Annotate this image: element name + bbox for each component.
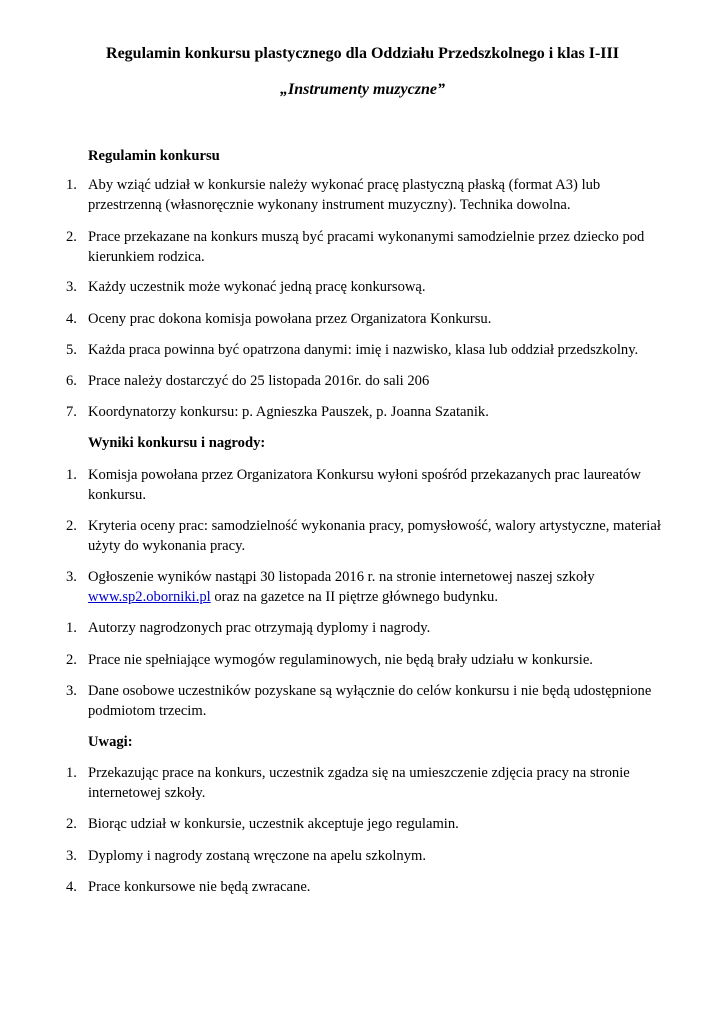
list-item-number: 5. <box>66 342 77 358</box>
school-website-link[interactable]: www.sp2.oborniki.pl <box>88 589 211 605</box>
list-item-text: Oceny prac dokona komisja powołana przez Organizatora Konkursu. <box>88 311 492 327</box>
list-item-number: 2. <box>66 652 77 668</box>
list-item-number: 1. <box>66 620 77 636</box>
list-item-number: 4. <box>66 311 77 327</box>
list-item-text: Komisja powołana przez Organizatora Konkursu wyłoni spośród przekazanych prac laureatów konkursu. <box>88 467 641 503</box>
list-item-text: Autorzy nagrodzonych prac otrzymają dyplomy i nagrody. <box>88 620 431 636</box>
list-item-text: Prace nie spełniające wymogów regulaminowych, nie będą brały udziału w konkursie. <box>88 652 593 668</box>
list-item-text: Prace należy dostarczyć do 25 listopada 2016r. do sali 206 <box>88 373 430 389</box>
list-item-number: 2. <box>66 816 77 832</box>
list-item-text: Kryteria oceny prac: samodzielność wykonania pracy, pomysłowość, walory artystyczne, materiał użyty do wykonania pracy. <box>88 518 661 554</box>
list-item-text: Dyplomy i nagrody zostaną wręczone na apelu szkolnym. <box>88 848 426 864</box>
list-item-text: Aby wziąć udział w konkursie należy wykonać pracę plastyczną płaską (format A3) lub przestrzenną (własnoręcznie wykonany instrument muzyczny). Technika dowolna. <box>88 177 601 213</box>
list-item-number: 1. <box>66 177 77 193</box>
list-item-number: 2. <box>66 518 77 534</box>
list-item-number: 7. <box>66 404 77 420</box>
list-item-text: Prace konkursowe nie będą zwracane. <box>88 879 311 895</box>
announcement-text-after: oraz na gazetce na II piętrze głównego budynku. <box>210 589 498 605</box>
list-item-number: 3. <box>66 848 77 864</box>
document-subtitle: „Instrumenty muzyczne” <box>280 81 445 98</box>
list-item-number: 3. <box>66 279 77 295</box>
section-heading-uwagi: Uwagi: <box>88 734 133 750</box>
list-item-number: 3. <box>66 683 77 699</box>
list-item-text: Koordynatorzy konkursu: p. Agnieszka Pauszek, p. Joanna Szatanik. <box>88 404 489 420</box>
list-item-text: Dane osobowe uczestników pozyskane są wyłącznie do celów konkursu i nie będą udostępnione podmiotom trzecim. <box>88 683 652 719</box>
list-item-number: 2. <box>66 229 77 245</box>
list-item-text: Biorąc udział w konkursie, uczestnik akceptuje jego regulamin. <box>88 816 459 832</box>
list-item-text: Prace przekazane na konkurs muszą być pracami wykonanymi samodzielnie przez dziecko pod kierunkiem rodzica. <box>88 229 645 265</box>
list-item-number: 6. <box>66 373 77 389</box>
list-item-text: Każdy uczestnik może wykonać jedną pracę konkursową. <box>88 279 426 295</box>
list-item-number: 1. <box>66 467 77 483</box>
section-heading-wyniki: Wyniki konkursu i nagrody: <box>88 435 266 451</box>
section-heading-regulamin: Regulamin konkursu <box>88 148 220 164</box>
document-title: Regulamin konkursu plastycznego dla Oddziału Przedszkolnego i klas I-III <box>106 45 619 62</box>
list-item-number: 1. <box>66 765 77 781</box>
announcement-text-before: Ogłoszenie wyników nastąpi 30 listopada 2016 r. na stronie internetowej naszej szkoły <box>88 569 595 585</box>
list-item-text <box>88 567 673 607</box>
list-item-text: Każda praca powinna być opatrzona danymi: imię i nazwisko, klasa lub oddział przedszkolny. <box>88 342 639 358</box>
list-item-text: Przekazując prace na konkurs, uczestnik zgadza się na umieszczenie zdjęcia pracy na stronie internetowej szkoły. <box>88 765 630 801</box>
list-item-number: 4. <box>66 879 77 895</box>
list-item-number: 3. <box>66 569 77 585</box>
